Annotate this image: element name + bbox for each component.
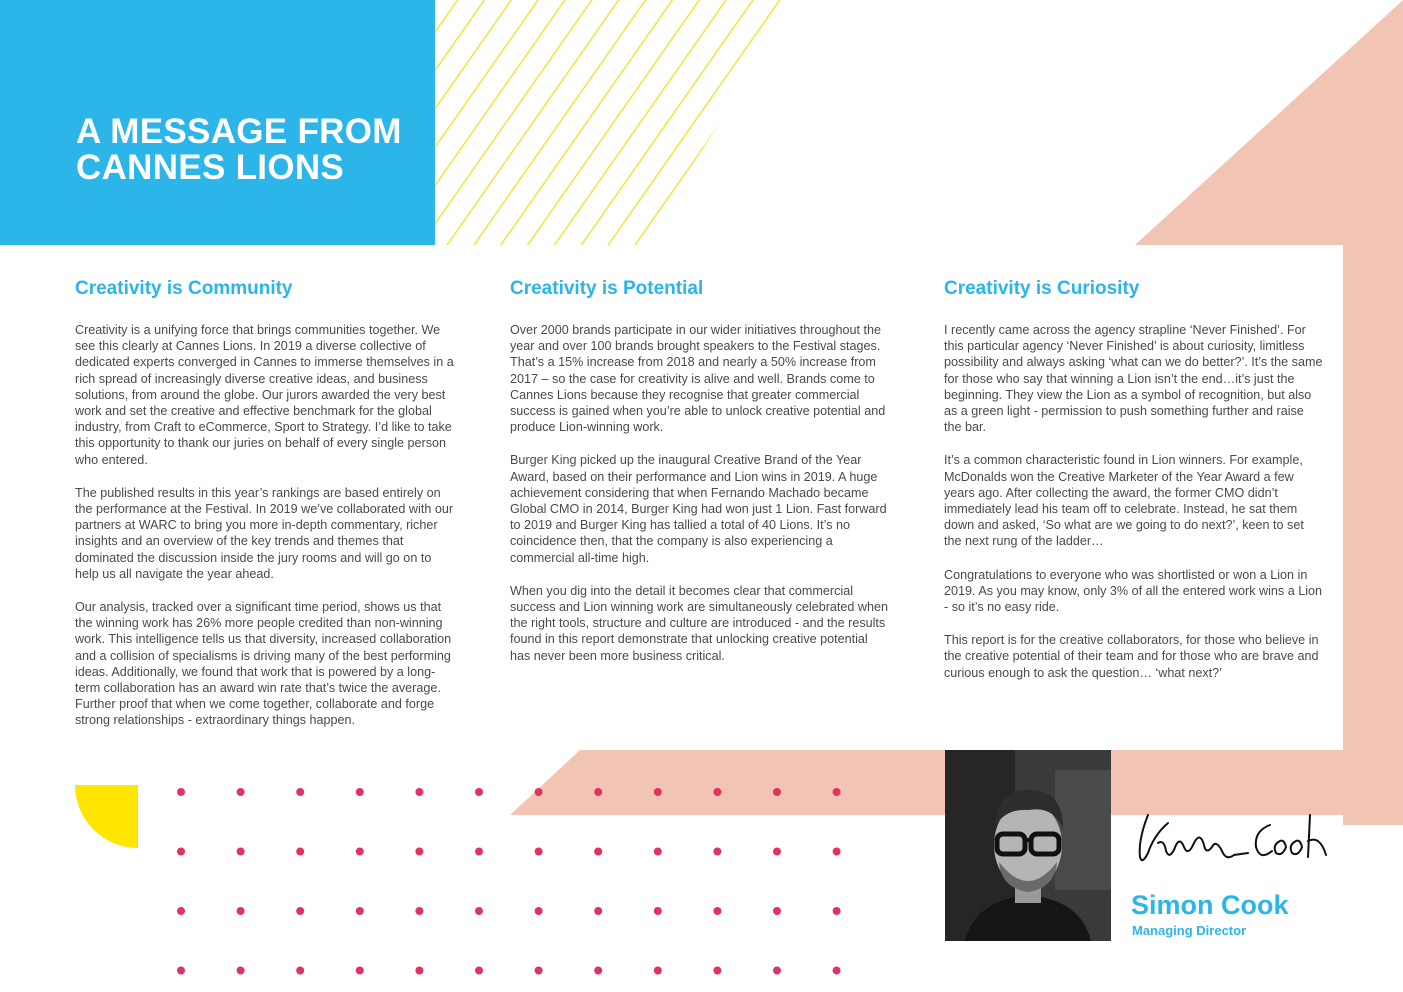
decorative-dot — [594, 848, 602, 856]
decorative-dot — [535, 967, 543, 975]
decorative-dot — [415, 967, 423, 975]
paragraph: When you dig into the detail it becomes clear that commercial success and Lion winning work are simultaneously celebrated when the right tools, structure and culture are introduced - and the results found in this report demonstrate that unlocking creative potential has never been more business critical. — [510, 583, 889, 663]
title-line-1: A MESSAGE FROM — [76, 112, 402, 151]
signatory-name: Simon Cook — [1131, 890, 1289, 920]
decorative-dot — [475, 788, 483, 796]
decorative-dot — [475, 848, 483, 856]
column-community — [75, 277, 455, 746]
decorative-dot — [237, 967, 245, 975]
salmon-right-band — [1343, 245, 1403, 825]
paragraph: The published results in this year’s rankings are based entirely on the performance at the Festival. In 2019 we’ve collaborated with our partners at WARC to bring you more in-depth commentary, richer insights and an overview of the key trends and themes that dominated the discussion inside the jury rooms and will go on to help us all navigate the year ahead. — [75, 485, 454, 581]
page-title — [76, 114, 426, 186]
paragraph: Our analysis, tracked over a significant time period, shows us that the winning work has 26% more people credited than non-winning work. This intelligence tells us that diversity, increased collaboration and a collision of specialisms is driving many of the best performing ideas. Additionally, we found that work that is powered by a long-term collaboration has an award win rate that’s twice the average. Further proof that when we come together, collaborate and forge strong relationships - extraordinary things happen. — [75, 600, 452, 728]
decorative-dot — [654, 907, 662, 915]
decorative-dot — [356, 788, 364, 796]
yellow-stripes — [435, 0, 800, 245]
decorative-dot — [177, 788, 185, 796]
decorative-dot — [654, 788, 662, 796]
paragraph: Over 2000 brands participate in our wider initiatives throughout the year and over 100 brands brought speakers to the Festival stages. That’s a 15% increase from 2018 and nearly a 50% increase from 2017 – so the case for creativity is alive and well. Brands come to Cannes Lions because they recognise that greater commercial success is gained when you’re able to unlock creative potential and produce Lion-winning work. — [510, 323, 886, 435]
column-curiosity — [944, 277, 1324, 698]
decorative-dot — [177, 967, 185, 975]
decorative-dot — [296, 788, 304, 796]
decorative-dot — [833, 848, 841, 856]
portrait-photo — [945, 750, 1111, 941]
decorative-dot — [296, 848, 304, 856]
decorative-dot — [773, 848, 781, 856]
dot-grid — [177, 788, 841, 975]
decorative-dot — [356, 967, 364, 975]
decorative-dot — [475, 907, 483, 915]
decorative-dot — [713, 907, 721, 915]
column-heading: Creativity is Potential — [510, 278, 704, 299]
decorative-dot — [237, 907, 245, 915]
decorative-dot — [773, 788, 781, 796]
decorative-dot — [237, 848, 245, 856]
decorative-dot — [594, 967, 602, 975]
column-heading: Creativity is Community — [75, 278, 293, 299]
signature — [1130, 795, 1330, 875]
decorative-dot — [475, 967, 483, 975]
paragraph: Creativity is a unifying force that brings communities together. We see this clearly at Cannes Lions. In 2019 a diverse collective of dedicated experts converged in Cannes to immerse themselves in a rich spread of increasingly diverse creative ideas, and business solutions, from around the globe. Our jurors awarded the very best work and set the creative and effective benchmark for the global industry, from Craft to eCommerce, Sport to Strategy. I’d like to take this opportunity to thank our juries on behalf of every single person who entered. — [75, 323, 454, 467]
decorative-dot — [654, 848, 662, 856]
decorative-dot — [415, 848, 423, 856]
decorative-dot — [296, 967, 304, 975]
decorative-dot — [356, 848, 364, 856]
decorative-dot — [594, 788, 602, 796]
decorative-dot — [296, 907, 304, 915]
decorative-dot — [713, 967, 721, 975]
decorative-dot — [713, 848, 721, 856]
decorative-dot — [833, 788, 841, 796]
salmon-triangle-top — [1135, 0, 1403, 245]
column-potential — [510, 277, 890, 681]
decorative-dot — [594, 907, 602, 915]
decorative-dot — [237, 788, 245, 796]
decorative-dot — [833, 967, 841, 975]
paragraph: This report is for the creative collaborators, for those who believe in the creative potential of their team and for those who are brave and curious enough to ask the question… ‘what next?’ — [944, 633, 1319, 680]
decorative-dot — [177, 907, 185, 915]
decorative-dot — [177, 848, 185, 856]
signatory-role: Managing Director — [1132, 923, 1247, 938]
decorative-dot — [654, 967, 662, 975]
decorative-dot — [356, 907, 364, 915]
paragraph: Congratulations to everyone who was shortlisted or won a Lion in 2019. As you may know, only 3% of all the entered work wins a Lion - so it’s no easy ride. — [944, 567, 1323, 615]
decorative-dot — [415, 907, 423, 915]
yellow-quarter-circle — [75, 785, 138, 848]
title-line-2: CANNES LIONS — [76, 148, 345, 187]
decorative-dot — [415, 788, 423, 796]
decorative-dot — [535, 788, 543, 796]
decorative-dot — [773, 907, 781, 915]
decorative-dot — [535, 848, 543, 856]
decorative-dot — [773, 967, 781, 975]
decorative-dot — [535, 907, 543, 915]
decorative-dot — [833, 907, 841, 915]
paragraph: Burger King picked up the inaugural Creative Brand of the Year Award, based on their performance and Lion wins in 2019. A huge achievement considering that when Fernando Machado became Global CMO in 2014, Burger King had won just 1 Lion. Fast forward to 2019 and Burger King has tallied a total of 40 Lions. It’s no coincidence then, that the company is also experiencing a commercial all-time high. — [510, 453, 887, 565]
paragraph: I recently came across the agency strapline ‘Never Finished’. For this particular agency ‘Never Finished’ is about curiosity, limitless possibility and always asking ‘what can we do better?’. It’s the same for those who say that winning a Lion isn’t the end…it’s just the beginning. They view the Lion as a symbol of recognition, but also as a green light - permission to push something further and raise the bar. — [944, 323, 1323, 435]
decorative-dot — [713, 788, 721, 796]
paragraph: It’s a common characteristic found in Lion winners. For example, McDonalds won the Creative Marketer of the Year Award a few years ago. After collecting the award, the former CMO didn’t immediately lead his team off to celebrate. Instead, he sat them down and asked, ‘So what are we going to do next?’, keen to set the next rung of the ladder… — [944, 453, 1304, 549]
column-heading: Creativity is Curiosity — [944, 278, 1140, 299]
